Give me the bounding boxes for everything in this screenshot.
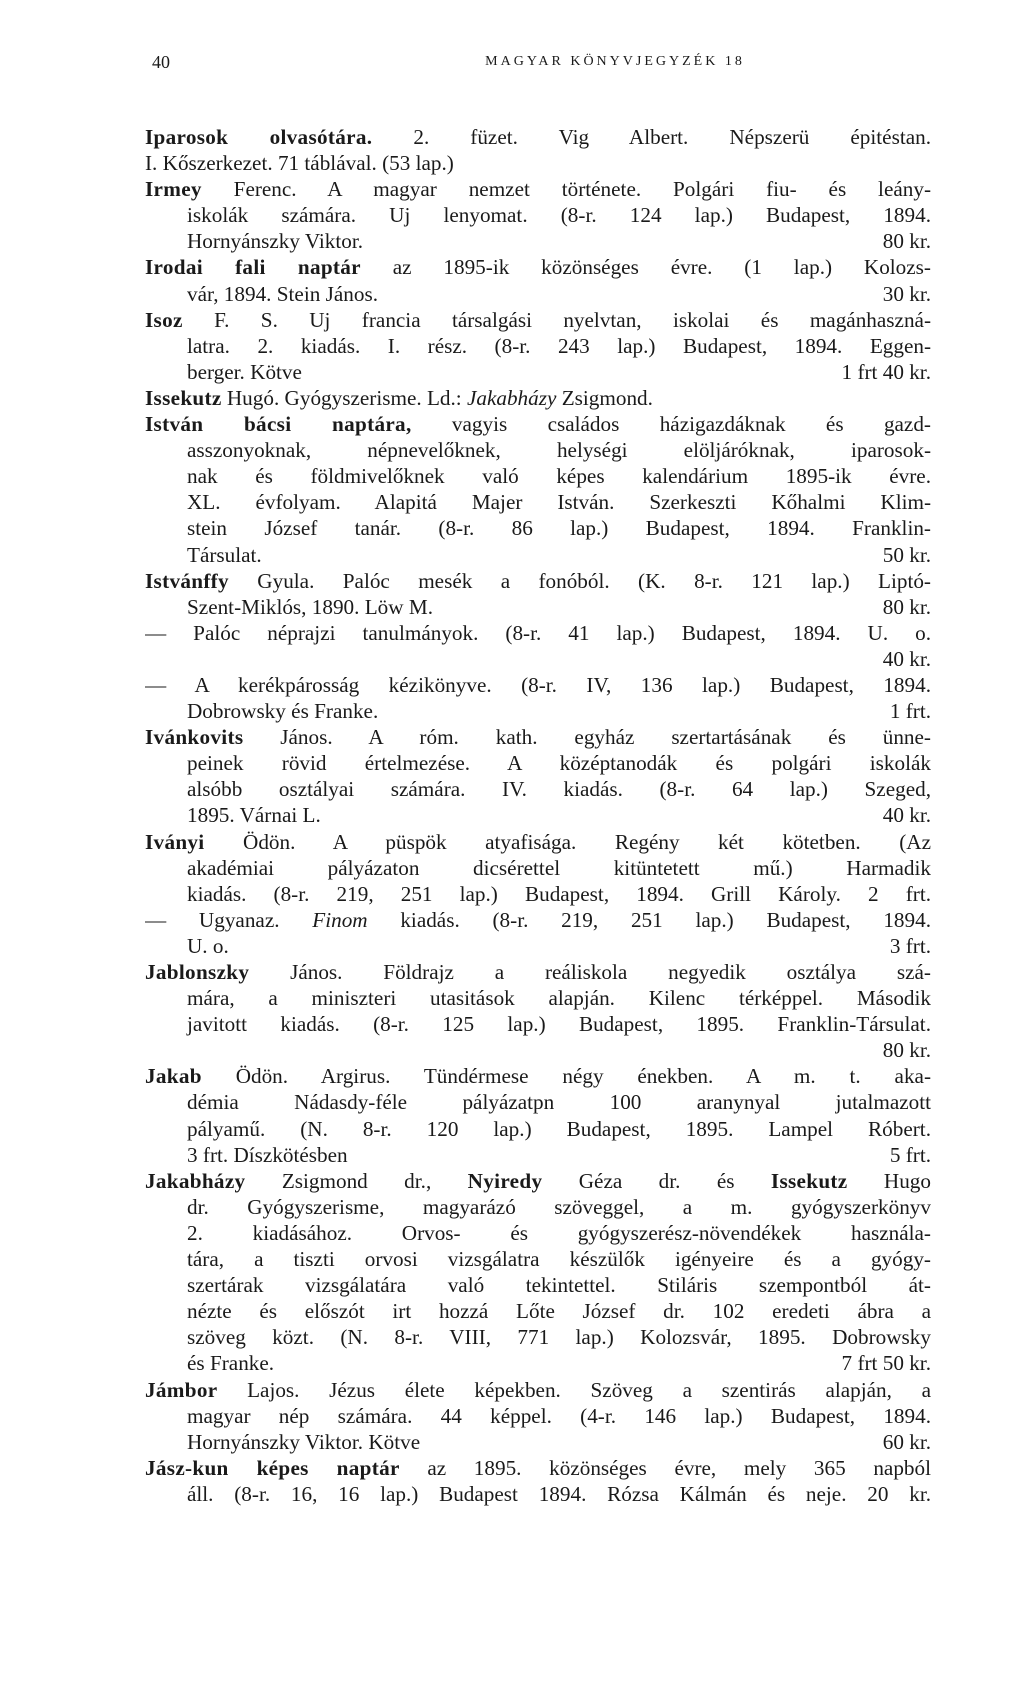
entry-line (145, 698, 931, 724)
entry-line (145, 594, 931, 620)
entry-text: Szent-Miklós, 1890. Löw M. (187, 594, 434, 619)
catalog-entry (145, 307, 931, 385)
entry-text: tára, a tiszti orvosi vizsgálatra készülők igényeire és a gyógy- (187, 1247, 931, 1272)
entry-text: nak és földmivelőknek való képes kalendárium 1895-ik évre. (187, 464, 931, 489)
catalog-entry (145, 1455, 931, 1507)
page-number: 40 (152, 52, 170, 72)
author-name: Jász-kun képes naptár (145, 1455, 400, 1480)
author-name: Isoz (145, 307, 183, 332)
catalog-entry (145, 672, 931, 724)
catalog-entry (145, 124, 931, 176)
entry-line (145, 1116, 931, 1142)
entry-text: dr. Gyógyszerisme, magyarázó szöveggel, a m. gyógyszerkönyv (187, 1194, 931, 1219)
entry-text: I. Kőszerkezet. 71 táblával. (53 lap.) (145, 151, 454, 176)
entry-line (145, 907, 931, 933)
entry-text: javitott kiadás. (8-r. 125 lap.) Budapest, 1895. Franklin-Társulat. (187, 1012, 931, 1037)
running-head (152, 52, 938, 82)
author-name: Jámbor (145, 1377, 218, 1402)
entry-line (145, 1455, 931, 1481)
catalog-entry (145, 254, 931, 306)
entry-text: alsóbb osztályai számára. IV. kiadás. (8-r. 64 lap.) Szeged, (187, 777, 931, 802)
entry-line (145, 959, 931, 985)
entry-text: stein József tanár. (8-r. 86 lap.) Budapest, 1894. Franklin- (187, 516, 931, 541)
entry-text: latra. 2. kiadás. I. rész. (8-r. 243 lap.) Budapest, 1894. Eggen- (187, 333, 931, 358)
entry-line (145, 933, 931, 959)
entry-text: 2. kiadásához. Orvos- és gyógyszerész-növendékek használa- (187, 1220, 931, 1245)
entry-line (145, 985, 931, 1011)
entry-text: 3 frt. Díszkötésben (187, 1142, 348, 1167)
entry-line (145, 307, 931, 333)
entry-line (145, 385, 931, 411)
entry-text: magyar nép számára. 44 képpel. (4-r. 146 lap.) Budapest, 1894. (187, 1403, 931, 1428)
entry-price: 80 kr. (882, 229, 931, 254)
entry-text: F. S. Uj francia társalgási nyelvtan, iskolai és magánhaszná- (182, 307, 931, 332)
author-name: Jakab (145, 1064, 202, 1089)
entry-line (145, 829, 931, 855)
entry-price: 7 frt 50 kr. (841, 1351, 931, 1376)
entry-text: Géza dr. és (542, 1168, 771, 1193)
entry-line (145, 1272, 931, 1298)
entry-line (145, 1037, 931, 1063)
entry-text: János. A róm. kath. egyház szertartásának és ünne- (243, 725, 931, 750)
entry-text: démia Nádasdy-féle pályázatpn 100 aranynyal jutalmazott (187, 1090, 931, 1115)
italic-text: Finom (312, 907, 368, 932)
entry-line (145, 1429, 931, 1455)
entry-text: Hugó. Gyógyszerisme. Ld.: (221, 385, 467, 410)
catalog-entry (145, 411, 931, 568)
catalog-entry (145, 907, 931, 959)
entry-text: az 1895-ik közönséges évre. (1 lap.) Kolozs- (360, 255, 931, 280)
entry-line (145, 1246, 931, 1272)
entry-text: szöveg közt. (N. 8-r. VIII, 771 lap.) Kolozsvár, 1895. Dobrowsky (187, 1325, 931, 1350)
entry-line (145, 1403, 931, 1429)
entry-line (145, 254, 931, 280)
entry-text: mára, a miniszteri utasitások alapján. Kilenc térképpel. Második (187, 986, 931, 1011)
entry-text: Társulat. (187, 542, 262, 567)
entry-text: akadémiai pályázaton dicsérettel kitüntetett mű.) Harmadik (187, 855, 931, 880)
entry-line (145, 411, 931, 437)
entry-text: — Palóc néprajzi tanulmányok. (8-r. 41 lap.) Budapest, 1894. U. o. (145, 620, 931, 645)
entry-line (145, 463, 931, 489)
entry-price: 40 kr. (882, 646, 931, 671)
entry-text: Dobrowsky és Franke. (187, 699, 379, 724)
catalog-entry (145, 1168, 931, 1377)
catalog-entry (145, 385, 931, 411)
catalog-entry (145, 1377, 931, 1455)
entry-text: Zsigmond. (556, 385, 653, 410)
running-title: MAGYAR KÖNYVJEGYZÉK 18 (485, 54, 745, 69)
entry-text: iskolák számára. Uj lenyomat. (8-r. 124 lap.) Budapest, 1894. (187, 203, 931, 228)
entry-price: 1 frt 40 kr. (841, 359, 931, 384)
catalog-entry (145, 176, 931, 254)
entry-line (145, 202, 931, 228)
entry-line (145, 1481, 931, 1507)
entry-line (145, 124, 931, 150)
entry-line (145, 881, 931, 907)
entry-price: 5 frt. (889, 1142, 931, 1167)
entry-text: — A kerékpárosság kézikönyve. (8-r. IV, 136 lap.) Budapest, 1894. (145, 672, 931, 697)
entry-price: 1 frt. (889, 699, 931, 724)
entry-line (145, 1063, 931, 1089)
entry-line (145, 724, 931, 750)
entry-text: Hornyánszky Viktor. Kötve (187, 1429, 421, 1454)
author-name: Istvánffy (145, 568, 229, 593)
author-name: Ivánkovits (145, 725, 244, 750)
entry-line (145, 750, 931, 776)
entry-text: kiadás. (8-r. 219, 251 lap.) Budapest, 1894. (367, 907, 931, 932)
entry-text: Zsigmond dr., (245, 1168, 468, 1193)
entry-line (145, 1168, 931, 1194)
catalog-entry (145, 1063, 931, 1167)
entry-text: peinek rövid értelmezése. A középtanodák és polgári iskolák (187, 751, 931, 776)
entry-line (145, 1377, 931, 1403)
catalog-entry (145, 620, 931, 672)
author-name: Nyiredy (467, 1168, 543, 1193)
entry-text: Gyula. Palóc mesék a fonóból. (K. 8-r. 121 lap.) Liptó- (228, 568, 931, 593)
entry-text: 1895. Várnai L. (187, 803, 321, 828)
entry-line (145, 776, 931, 802)
entry-line (145, 1089, 931, 1115)
entry-text: berger. Kötve (187, 359, 302, 384)
entry-text: Ferenc. A magyar nemzet története. Polgári fiu- és leány- (201, 177, 931, 202)
entry-text: — Ugyanaz. (145, 907, 313, 932)
italic-text: Jakabházy (466, 385, 557, 410)
entry-text: vagyis családos házigazdáknak és gazd- (411, 412, 931, 437)
entry-price: 30 kr. (882, 281, 931, 306)
entry-text: Lajos. Jézus élete képekben. Szöveg a szentirás alapján, a (217, 1377, 931, 1402)
entry-line (145, 1298, 931, 1324)
entry-line (145, 515, 931, 541)
entry-line (145, 150, 931, 176)
entry-text: az 1895. közönséges évre, mely 365 napból (399, 1455, 931, 1480)
catalog-entry (145, 568, 931, 620)
entry-price: 40 kr. (882, 803, 931, 828)
entry-line (145, 1011, 931, 1037)
author-name: Jablonszky (145, 960, 250, 984)
author-name: István bácsi naptára, (145, 412, 412, 437)
entry-line (145, 1350, 931, 1376)
entry-text: és Franke. (187, 1351, 275, 1376)
catalog-entry (145, 724, 931, 828)
entry-line (145, 542, 931, 568)
entry-text: Hornyánszky Viktor. (187, 229, 364, 254)
entry-line (145, 176, 931, 202)
author-name: Irmey (145, 177, 202, 202)
entry-price: 50 kr. (882, 542, 931, 567)
entry-line (145, 437, 931, 463)
entry-price: 80 kr. (882, 1038, 931, 1063)
entry-text: U. o. (187, 933, 229, 958)
entry-text: János. Földrajz a reáliskola negyedik osztálya szá- (249, 960, 931, 984)
entry-line (145, 802, 931, 828)
entry-line (145, 1220, 931, 1246)
catalog-entry (145, 829, 931, 907)
entry-line (145, 489, 931, 515)
entry-line (145, 1142, 931, 1168)
author-name: Issekutz (770, 1168, 848, 1193)
entry-text: 2. füzet. Vig Albert. Népszerü épitéstan. (372, 125, 931, 149)
entry-line (145, 281, 931, 307)
author-name: Iványi (145, 829, 205, 854)
entry-text: vár, 1894. Stein János. (187, 281, 378, 306)
author-name: Issekutz (145, 385, 222, 410)
entry-price: 60 kr. (882, 1429, 931, 1454)
entry-text: Hugo (847, 1168, 931, 1193)
entry-line (145, 620, 931, 646)
entry-text: XL. évfolyam. Alapitá Majer István. Szerkeszti Kőhalmi Klim- (187, 490, 931, 515)
catalog-entries (145, 124, 931, 1507)
entry-line (145, 855, 931, 881)
entry-text: kiadás. (8-r. 219, 251 lap.) Budapest, 1894. Grill Károly. 2 frt. (187, 881, 931, 906)
entry-text: nézte és előszót irt hozzá Lőte József dr. 102 eredeti ábra a (187, 1299, 931, 1324)
entry-line (145, 1324, 931, 1350)
entry-line (145, 1194, 931, 1220)
author-name: Irodai fali naptár (145, 255, 361, 280)
entry-text: szertárak vizsgálatára való tekintettel. Stiláris szempontból át- (187, 1273, 931, 1298)
author-name: Iparosok olvasótára. (145, 125, 373, 149)
entry-price: 3 frt. (889, 933, 931, 958)
entry-price: 80 kr. (882, 594, 931, 619)
entry-line (145, 672, 931, 698)
author-name: Jakabházy (145, 1168, 246, 1193)
entry-line (145, 333, 931, 359)
catalog-entry (145, 959, 931, 1063)
entry-line (145, 646, 931, 672)
entry-line (145, 568, 931, 594)
entry-text: áll. (8-r. 16, 16 lap.) Budapest 1894. Rózsa Kálmán és neje. 20 kr. (187, 1481, 931, 1506)
entry-line (145, 359, 931, 385)
entry-text: Ödön. A püspök atyafisága. Regény két kötetben. (Az (204, 829, 931, 854)
entry-text: asszonyoknak, népnevelőknek, helységi elöljáróknak, iparosok- (187, 438, 931, 463)
entry-text: Ödön. Argirus. Tündérmese négy énekben. A m. t. aka- (201, 1064, 931, 1089)
entry-text: pályamű. (N. 8-r. 120 lap.) Budapest, 1895. Lampel Róbert. (187, 1116, 931, 1141)
entry-line (145, 228, 931, 254)
